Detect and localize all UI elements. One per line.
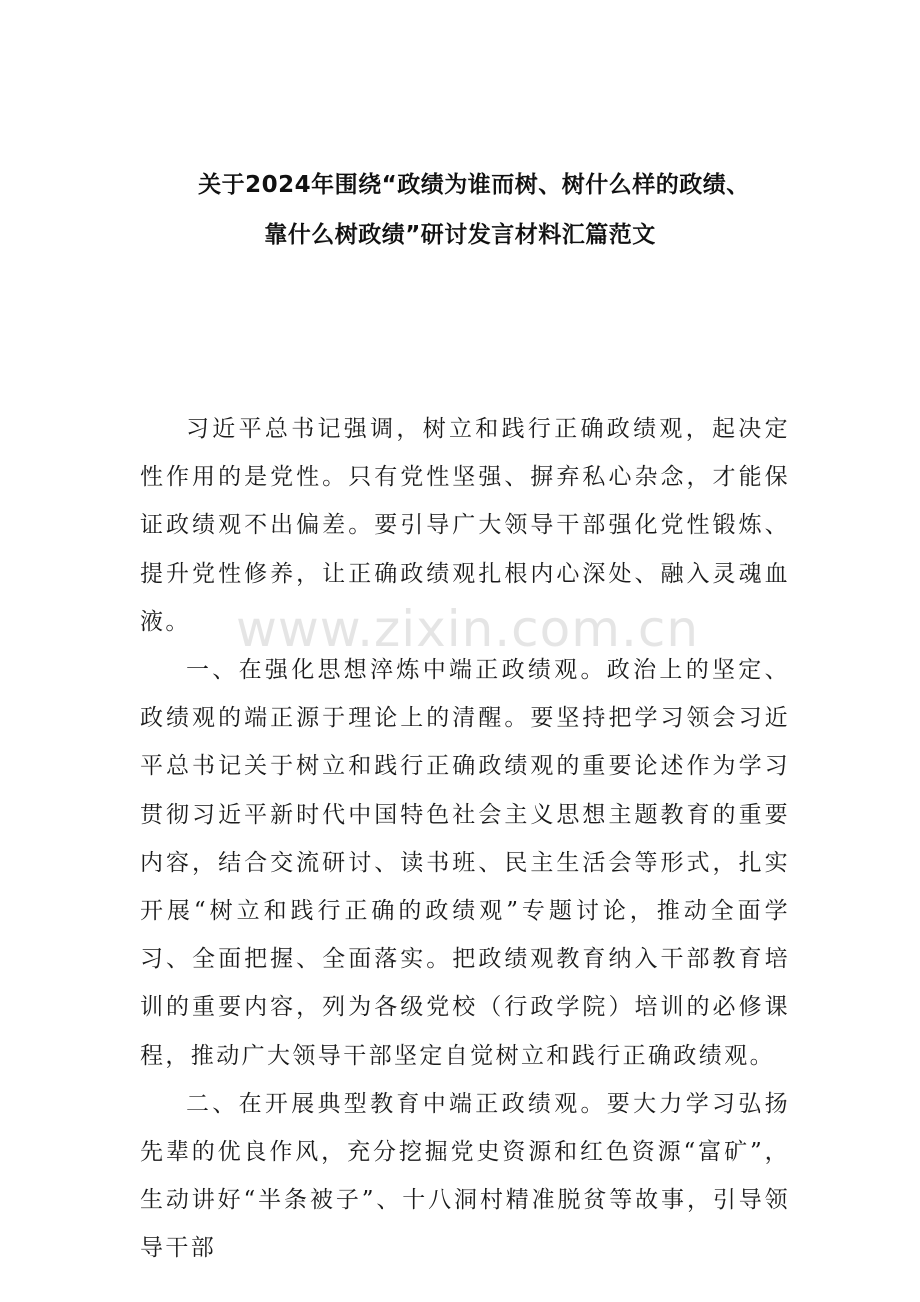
document-body (140, 405, 790, 1273)
body-paragraph-intro: 习近平总书记强调，树立和践行正确政绩观，起决定性作用的是党性。只有党性坚强、摒弃私心杂念，才能保证政绩观不出偏差。要引导广大领导干部强化党性锻炼、提升党性修养，让正确政绩观扎根内心深处、融入灵魂血液。 (140, 416, 790, 635)
body-paragraph-section-2: 二、在开展典型教育中端正政绩观。要大力学习弘扬先辈的优良作风，充分挖掘党史资源和红色资源“富矿”，生动讲好“半条被子”、十八洞村精准脱贫等故事，引导领导干部 (140, 1090, 790, 1262)
document-title-line-2: 靠什么树政绩”研讨发言材料汇篇范文 (264, 222, 656, 248)
watermark: www.zixin.com.cn (236, 600, 700, 658)
document-title-line-1: 关于2024年围绕“政绩为谁而树、树什么样的政绩、 (198, 172, 750, 198)
body-paragraph-section-1: 一、在强化思想淬炼中端正政绩观。政治上的坚定、政绩观的端正源于理论上的清醒。要坚持把学习领会习近平总书记关于树立和践行正确政绩观的重要论述作为学习贯彻习近平新时代中国特色社会主义思想主题教育的重要内容，结合交流研讨、读书班、民主生活会等形式，扎实开展“树立和践行正确的政绩观”专题讨论，推动全面学习、全面把握、全面落实。把政绩观教育纳入干部教育培训的重要内容，列为各级党校（行政学院）培训的必修课程，推动广大领导干部坚定自觉树立和践行正确政绩观。 (140, 657, 790, 1069)
